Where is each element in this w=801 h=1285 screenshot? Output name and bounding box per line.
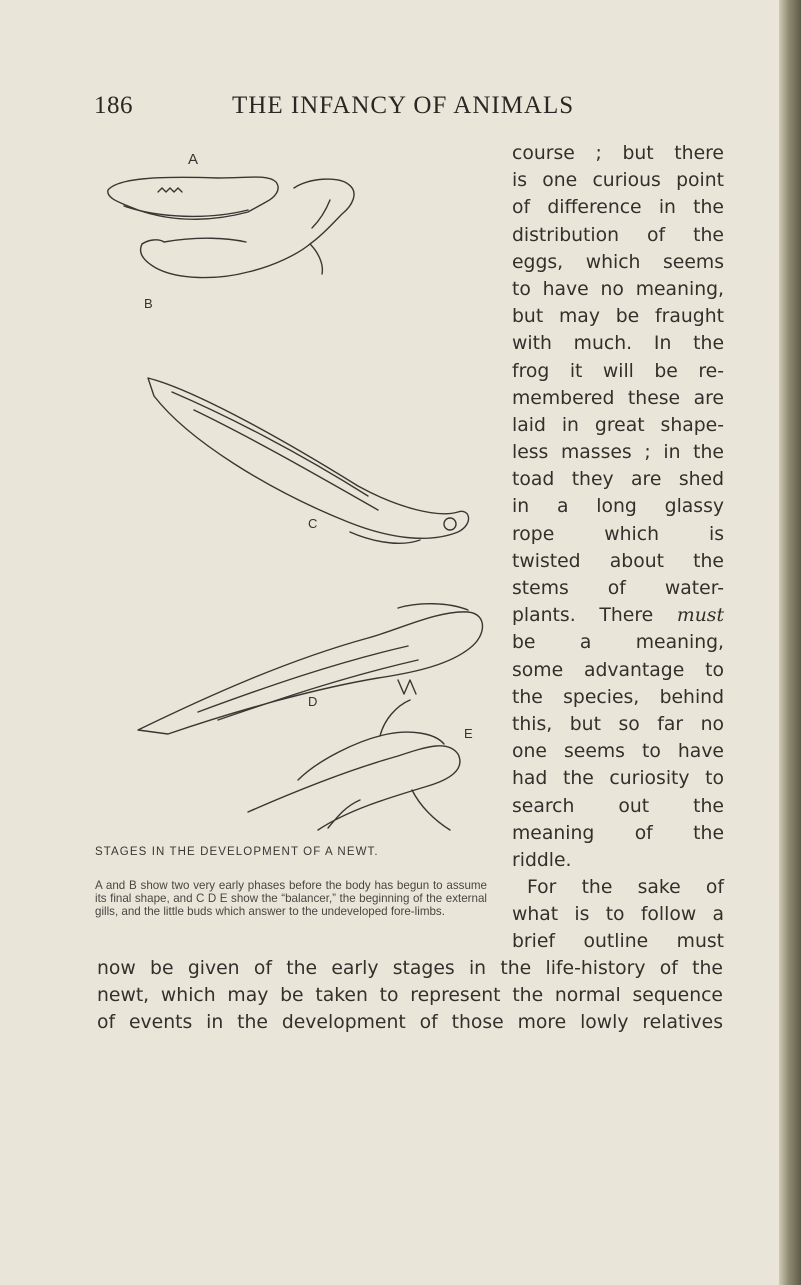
text-line: brief outline must <box>512 931 724 953</box>
text-line: laid in great shape- <box>512 414 724 436</box>
text-line: this, but so far no <box>512 713 724 735</box>
text-line: less masses ; in the <box>512 442 724 464</box>
text-line: distribution of the <box>512 224 724 246</box>
italic-word: must <box>676 605 724 627</box>
text-line: rope which is <box>512 523 724 545</box>
text-line: twisted about the <box>512 550 724 572</box>
label-c: C <box>308 516 318 531</box>
stage-a-b-embryo <box>108 177 354 278</box>
label-e: E <box>464 726 473 741</box>
text-line: the species, behind <box>512 686 724 708</box>
newt-development-figure <box>98 140 490 835</box>
body-text-column <box>512 140 724 956</box>
text-segment: plants. There <box>512 605 654 627</box>
text-line: what is to follow a <box>512 904 724 926</box>
text-line: be a meaning, <box>512 632 724 654</box>
label-d: D <box>308 694 318 709</box>
running-title: THE INFANCY OF ANIMALS <box>232 92 575 119</box>
page-number: 186 <box>94 92 133 119</box>
page-edge <box>779 0 801 1285</box>
text-line: in a long glassy <box>512 496 724 518</box>
stage-e-larva <box>248 700 460 830</box>
label-a: A <box>188 151 199 168</box>
text-line: had the curiosity to <box>512 768 724 790</box>
full-width-text <box>97 955 723 1037</box>
figure-caption-body: A and B show two very early phases before the body has begun to assume its final shape, and C D E show the “balancer,” the beginning of the external gills, and the little buds which answer to the undeveloped fore-limbs. <box>95 879 487 918</box>
text-line: newt, which may be taken to represent the normal sequence <box>97 985 723 1007</box>
text-line: For the sake of <box>527 877 724 899</box>
text-line: search out the <box>512 795 724 817</box>
text-line: to have no meaning, <box>512 278 724 300</box>
text-line: with much. In the <box>512 333 724 355</box>
text-line: of difference in the <box>512 197 724 219</box>
text-line: is one curious point <box>512 170 724 192</box>
text-line: but may be fraught <box>512 306 724 328</box>
text-line: membered these are <box>512 387 724 409</box>
label-b: B <box>144 296 153 311</box>
text-line: one seems to have <box>512 741 724 763</box>
text-line: toad they are shed <box>512 469 724 491</box>
text-line: now be given of the early stages in the life-history of the <box>97 958 723 979</box>
text-line: eggs, which seems <box>512 251 724 273</box>
text-line-with-italic <box>512 602 724 629</box>
figure-drawing <box>98 140 490 835</box>
figure-caption-title: STAGES IN THE DEVELOPMENT OF A NEWT. <box>95 846 379 858</box>
text-line: stems of water- <box>512 578 724 599</box>
text-line: frog it will be re- <box>512 360 724 382</box>
text-line: of events in the development of those more lowly relatives <box>97 1012 723 1034</box>
text-line: riddle. <box>512 849 572 871</box>
text-line: meaning of the <box>512 822 724 844</box>
text-line: course ; but there <box>512 143 724 164</box>
stage-d-larva <box>138 604 483 734</box>
text-line: some advantage to <box>512 659 724 681</box>
